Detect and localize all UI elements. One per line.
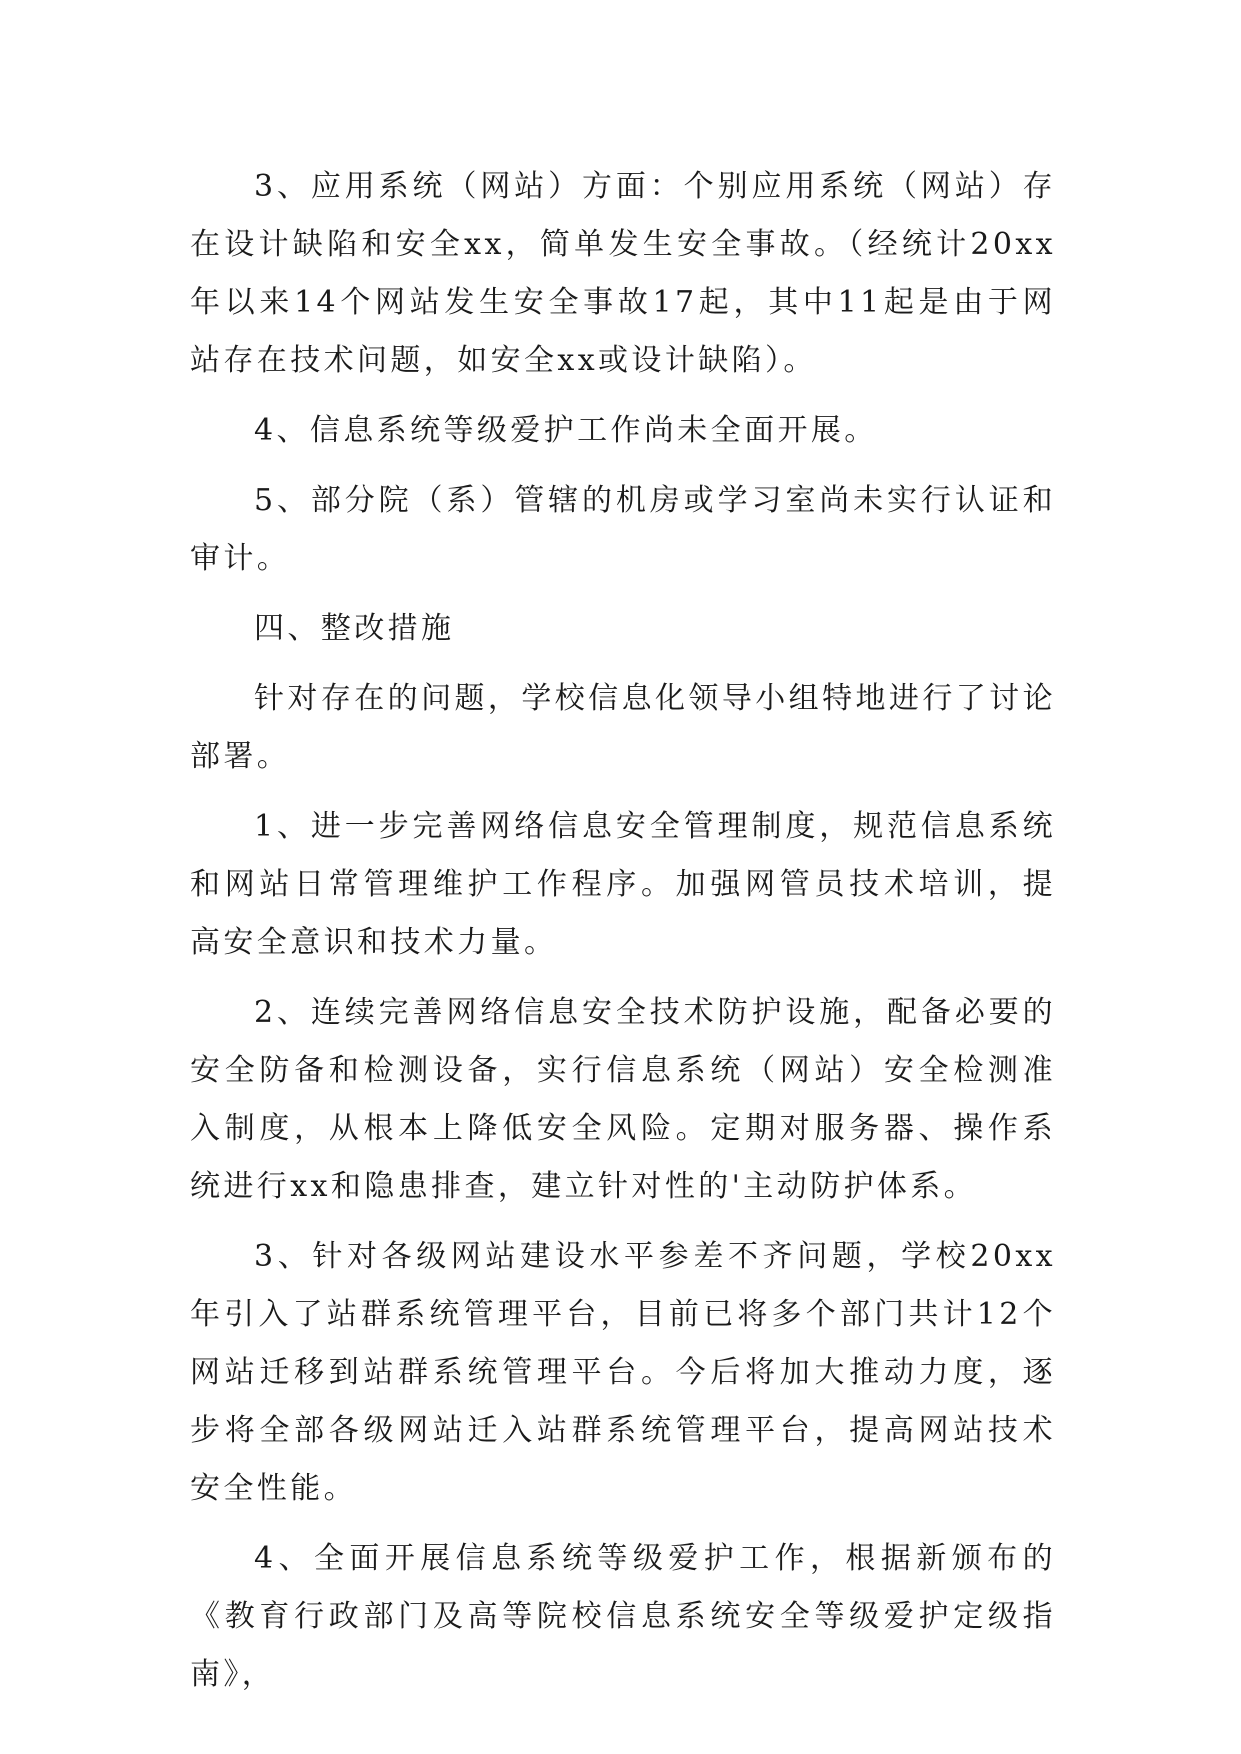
section-heading-rectification: 四、整改措施 <box>254 611 455 646</box>
paragraph-measure-2: 2、连续完善网络信息安全技术防护设施，配备必要的安全防备和检测设备，实行信息系统（网站）安全检测准入制度，从根本上降低安全风险。定期对服务器、操作系统进行xx和隐患排查，建立针对性的'主动防护体系。 <box>190 995 1056 1204</box>
paragraph-lab-audit-issue: 5、部分院（系）管辖的机房或学习室尚未实行认证和审计。 <box>190 483 1056 576</box>
paragraph-gap <box>190 1518 1056 1530</box>
paragraph-gap <box>190 972 1056 984</box>
paragraph-gap <box>190 658 1056 670</box>
paragraph-gap <box>190 588 1056 600</box>
paragraph-gap <box>190 786 1056 798</box>
paragraph-measure-1: 1、进一步完善网络信息安全管理制度，规范信息系统和网站日常管理维护工作程序。加强网管员技术培训，提高安全意识和技术力量。 <box>190 809 1056 960</box>
paragraph-gap <box>190 460 1056 472</box>
paragraph-gap <box>190 390 1056 402</box>
paragraph-app-system-issues: 3、应用系统（网站）方面：个别应用系统（网站）存在设计缺陷和安全xx，简单发生安全事故。（经统计20xx年以来14个网站发生安全事故17起，其中11起是由于网站存在技术问题，如安全xx或设计缺陷）。 <box>190 169 1056 378</box>
paragraph-leadership-deployment: 针对存在的问题，学校信息化领导小组特地进行了讨论部署。 <box>190 681 1056 774</box>
paragraph-gap <box>190 1216 1056 1228</box>
paragraph-level-protection-issue: 4、信息系统等级爱护工作尚未全面开展。 <box>254 413 878 448</box>
document-body <box>190 158 1056 1704</box>
paragraph-measure-3: 3、针对各级网站建设水平参差不齐问题，学校20xx年引入了站群系统管理平台，目前已将多个部门共计12个网站迁移到站群系统管理平台。今后将加大推动力度，逐步将全部各级网站迁入站群系统管理平台，提高网站技术安全性能。 <box>190 1239 1056 1506</box>
paragraph-measure-4: 4、全面开展信息系统等级爱护工作，根据新颁布的《教育行政部门及高等院校信息系统安全等级爱护定级指南》， <box>190 1541 1056 1692</box>
